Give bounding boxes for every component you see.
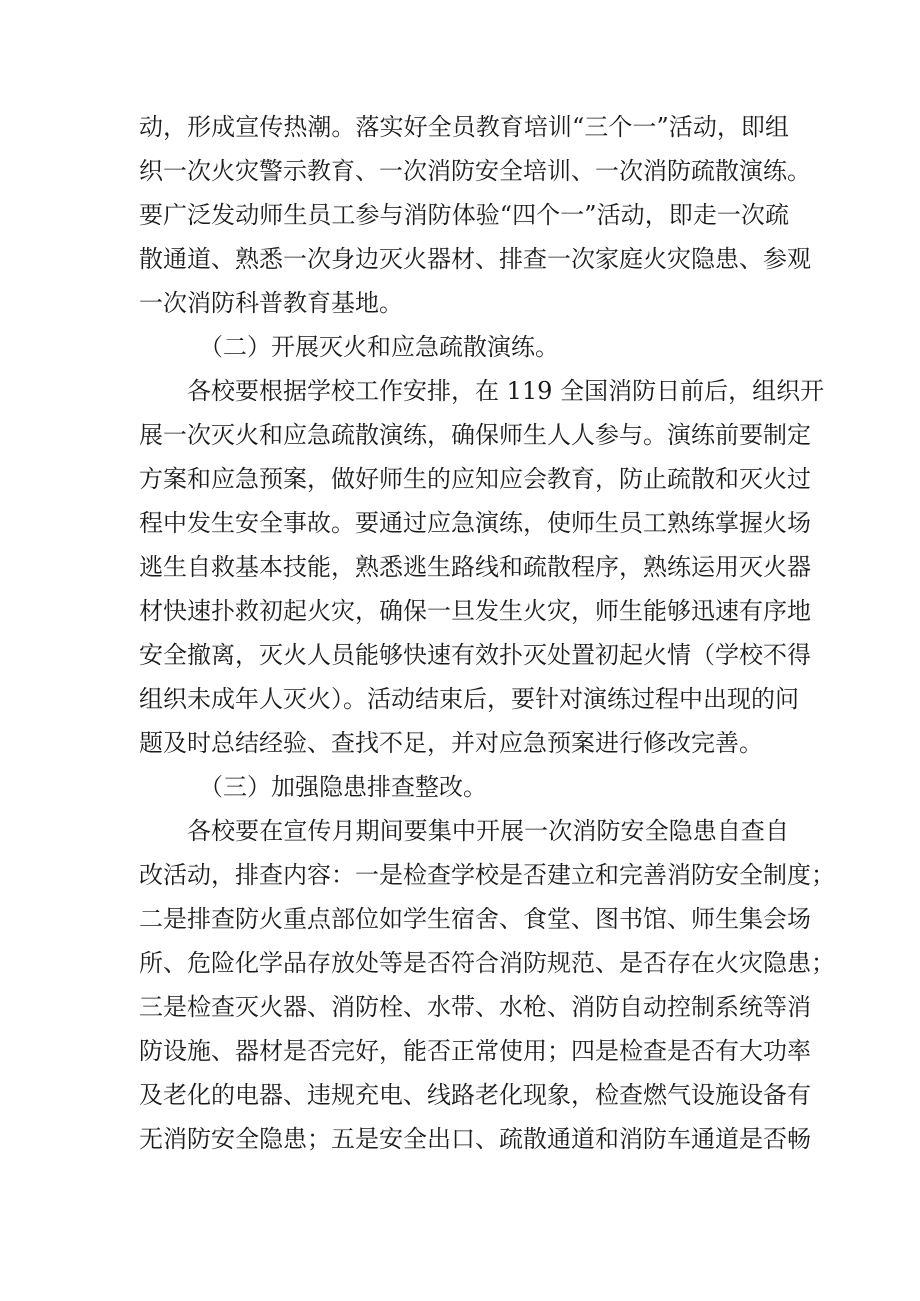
para2-line-5: 逃生自救基本技能，熟悉逃生路线和疏散程序，熟练运用灭火器 — [139, 553, 811, 581]
para2-line-1: 各校要根据学校工作安排，在 119 全国消防日前后，组织开 — [187, 377, 825, 405]
para1-line-3: 要广泛发动师生员工参与消防体验“四个一”活动，即走一次疏 — [139, 201, 789, 229]
para2-line-4: 程中发生安全事故。要通过应急演练，使师生员工熟练掌握火场 — [139, 509, 811, 537]
para3-line-3: 二是排查防火重点部位如学生宿舍、食堂、图书馆、师生集会场 — [139, 905, 811, 933]
para1-line-4: 散通道、熟悉一次身边灭火器材、排查一次家庭火灾隐患、参观 — [139, 245, 811, 273]
section-heading-3: （三）加强隐患排查整改。 — [199, 773, 487, 801]
para2-line-7: 安全撤离，灭火人员能够快速有效扑灭处置初起火情（学校不得 — [139, 641, 811, 669]
para3-line-6: 防设施、器材是否完好，能否正常使用；四是检查是否有大功率 — [139, 1037, 811, 1065]
para3-line-4: 所、危险化学品存放处等是否符合消防规范、是否存在火灾隐患； — [139, 949, 835, 977]
para1-line-5: 一次消防科普教育基地。 — [139, 289, 403, 317]
para2-line-6: 材快速扑救初起火灾，确保一旦发生火灾，师生能够迅速有序地 — [139, 597, 811, 625]
para2-line-2: 展一次灭火和应急疏散演练，确保师生人人参与。演练前要制定 — [139, 421, 811, 449]
para3-line-7: 及老化的电器、违规充电、线路老化现象，检查燃气设施设备有 — [139, 1081, 811, 1109]
para2-line-9: 题及时总结经验、查找不足，并对应急预案进行修改完善。 — [139, 729, 763, 757]
para3-line-8: 无消防安全隐患；五是安全出口、疏散通道和消防车通道是否畅 — [139, 1125, 811, 1153]
para2-line-8: 组织未成年人灭火）。活动结束后，要针对演练过程中出现的问 — [139, 685, 799, 713]
para1-line-2: 织一次火灾警示教育、一次消防安全培训、一次消防疏散演练。 — [139, 157, 811, 185]
para2-line-3: 方案和应急预案，做好师生的应知应会教育，防止疏散和灭火过 — [139, 465, 811, 493]
para3-line-1: 各校要在宣传月期间要集中开展一次消防安全隐患自查自 — [187, 817, 789, 845]
para3-line-5: 三是检查灭火器、消防栓、水带、水枪、消防自动控制系统等消 — [139, 993, 811, 1021]
section-heading-2: （二）开展灭火和应急疏散演练。 — [199, 333, 559, 361]
para3-line-2: 改活动，排查内容：一是检查学校是否建立和完善消防安全制度； — [139, 861, 835, 889]
para1-line-1: 动，形成宣传热潮。落实好全员教育培训“三个一”活动，即组 — [139, 113, 789, 141]
